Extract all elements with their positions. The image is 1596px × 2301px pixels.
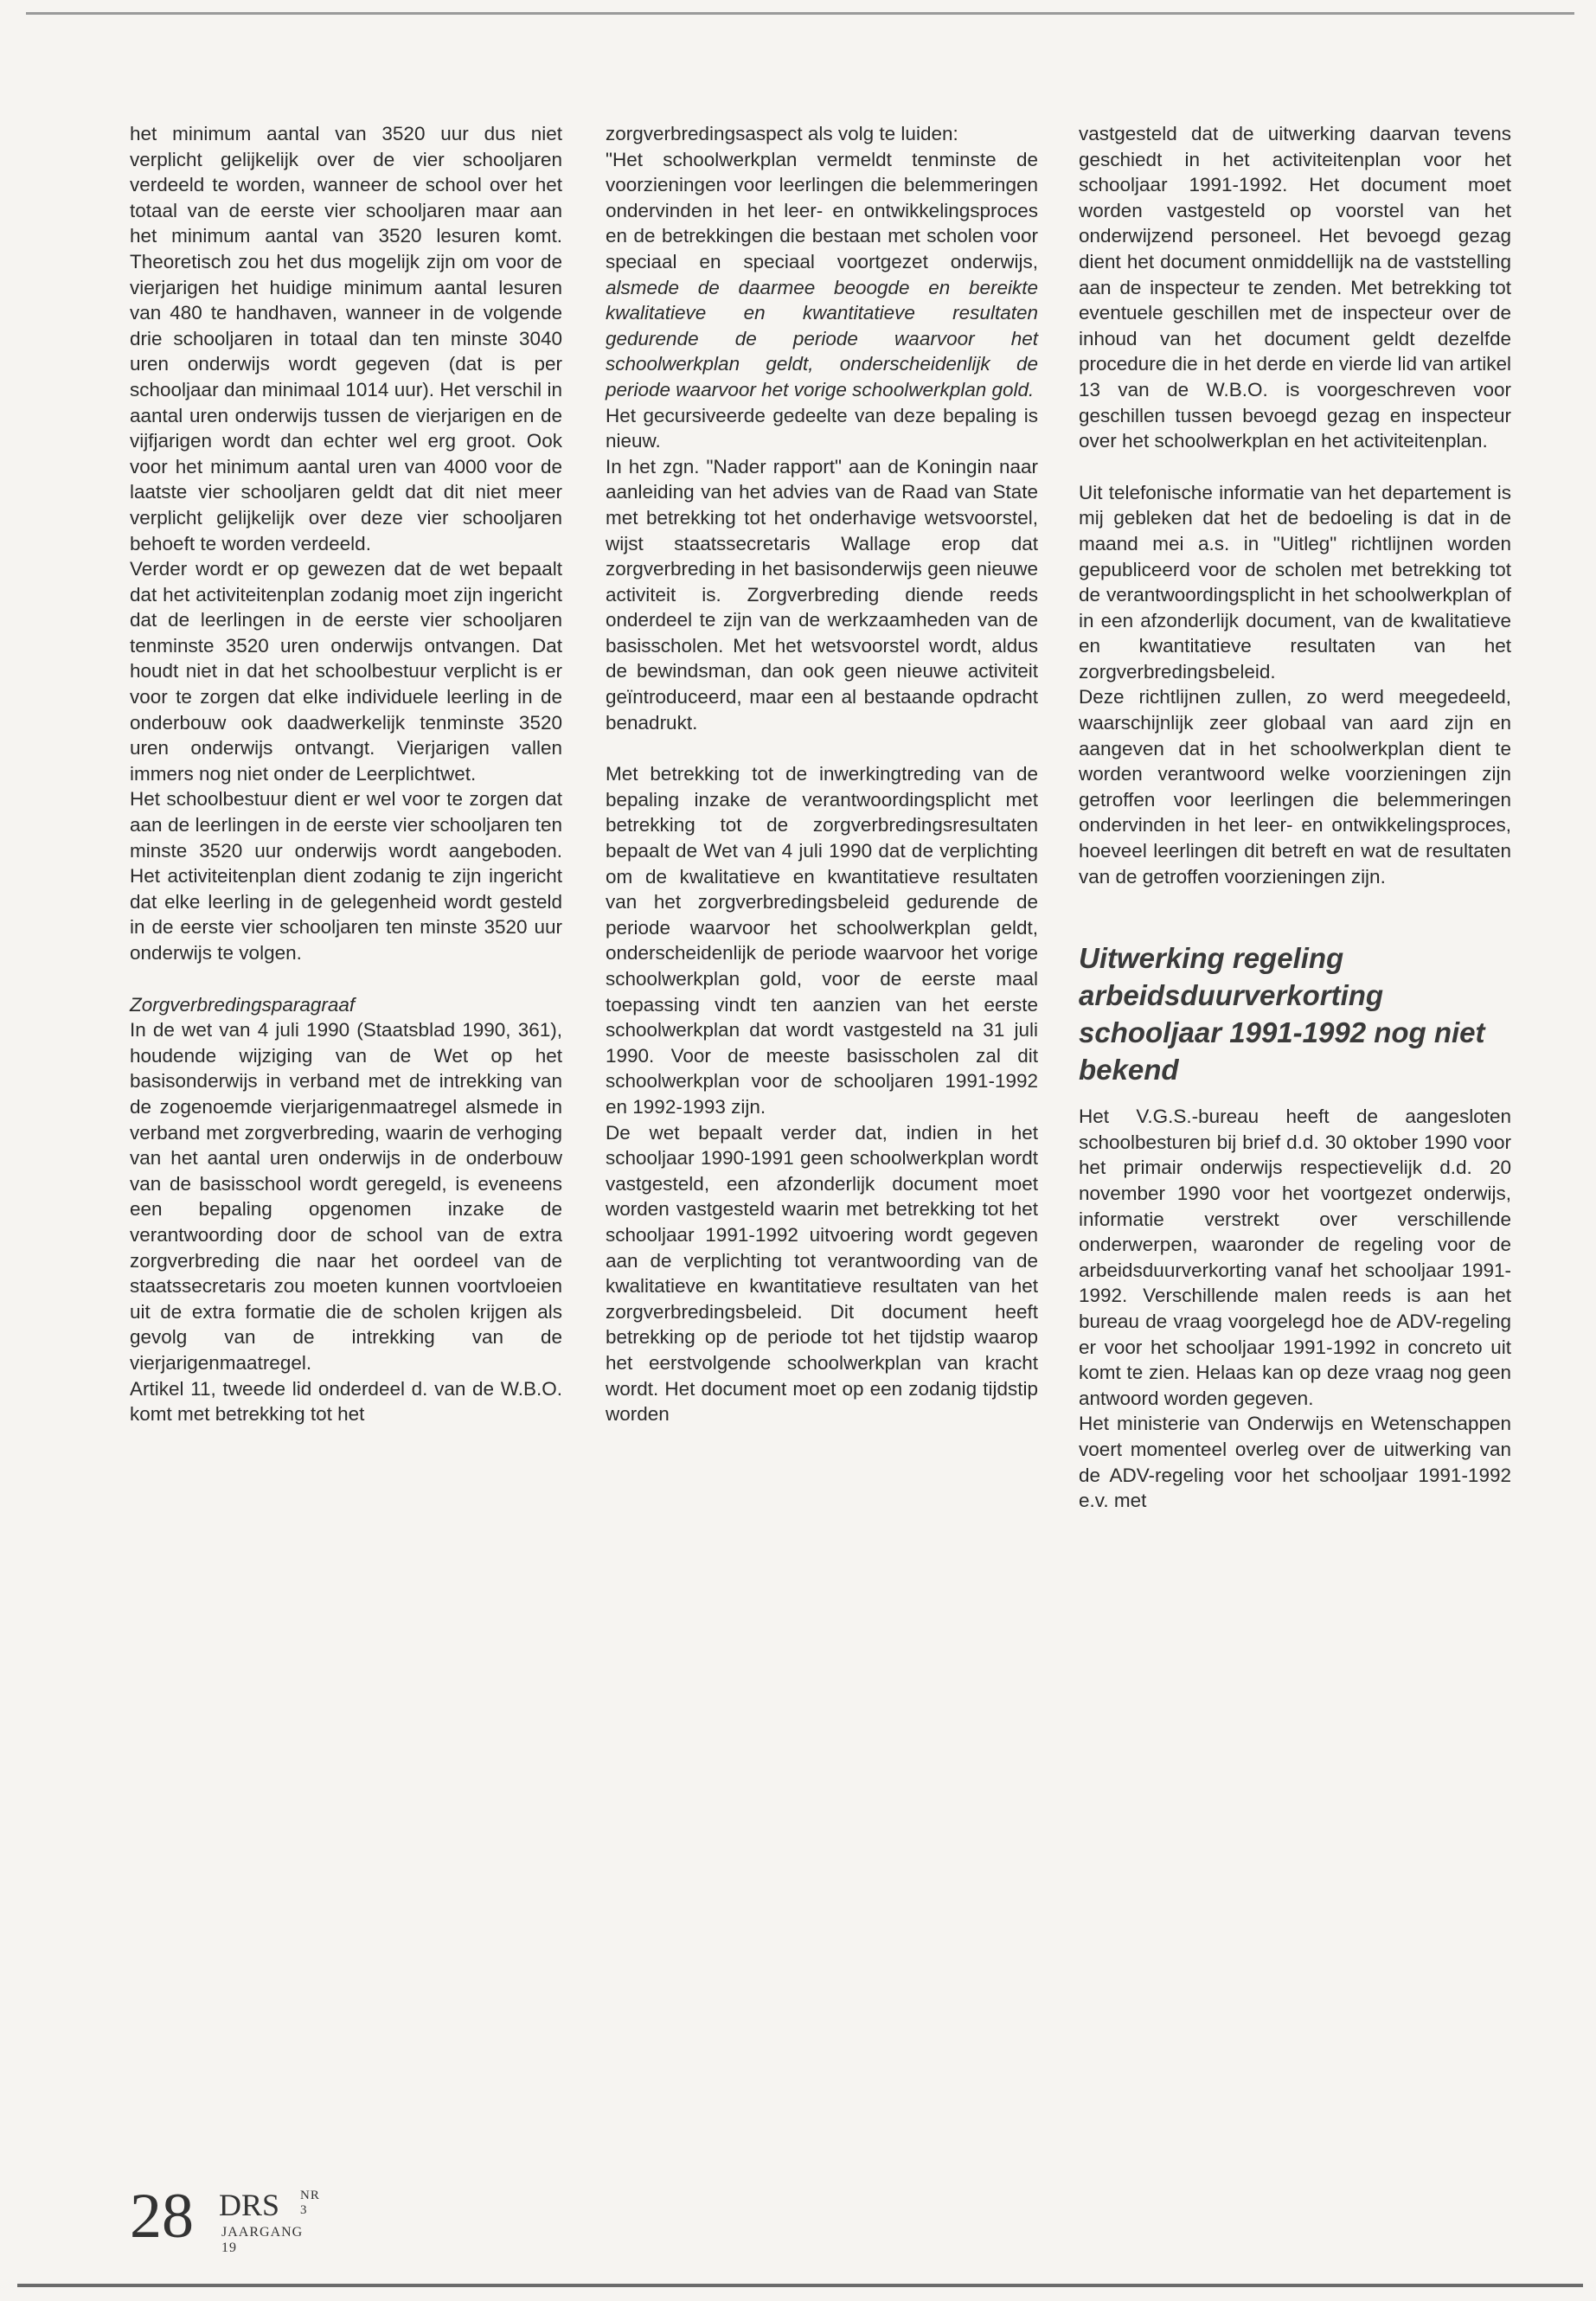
col3-paragraph-1: vastgesteld dat de uitwerking daarvan tevens geschiedt in het activiteitenplan voor het schooljaar 1991-1992. Het document moet worden vastgesteld op voorstel van het onderwijzend personeel. Het bevoegd gezag dient het document onmiddellijk na de vaststelling aan de inspecteur te zenden. Met betrekking tot eventuele geschillen met de inspecteur over de inhoud van het document geldt dezelfde procedure die in het derde en vierde lid van artikel 13 van de W.B.O. is voorgeschreven voor geschillen tussen bevoegd gezag en inspecteur over het schoolwerkplan en het activiteitenplan.	[1079, 123, 1511, 452]
col2-paragraph-4: In het zgn. "Nader rapport" aan de Koningin naar aanleiding van het advies van de Raad van State met betrekking tot het onderhavige wetsvoorstel, wijst staatssecretaris Wallage erop dat zorgverbreding in het basisonderwijs geen nieuwe activiteit is. Zorgverbreding diende reeds onderdeel te zijn van de werkzaamheden van de basisscholen. Met het wetsvoorstel wordt, aldus de bewindsman, dan ook geen nieuwe activiteit geïntroduceerd, maar een al bestaande opdracht benadrukt.	[606, 455, 1038, 734]
column-3	[1079, 121, 1511, 1514]
col2-paragraph-1: zorgverbredingsaspect als volg te luiden:	[606, 123, 958, 144]
subheading-zorgverbreding: Zorgverbredingsparagraaf	[130, 993, 356, 1016]
col1-paragraph-3: Het schoolbestuur dient er wel voor te zorgen dat aan de leerlingen in de eerste vier schooljaren ten minste 3520 uur onderwijs wordt aangeboden. Het activiteitenplan dient zodanig te zijn ingericht dat elke leerling in de gelegenheid wordt gesteld in de eerste vier schooljaren ten minste 3520 uur onderwijs te volgen.	[130, 788, 562, 964]
col1-paragraph-5: Artikel 11, tweede lid onderdeel d. van de W.B.O. komt met betrekking tot het	[130, 1377, 562, 1426]
volume-label: JAARGANG 19	[221, 2225, 304, 2255]
col2-paragraph-5: Met betrekking tot de inwerkingtreding van de bepaling inzake de verantwoordingsplicht met betrekking tot de zorgverbredingsresultaten bepaalt de Wet van 4 juli 1990 dat de verplichting om de kwalitatieve en kwantitatieve resultaten van het zorgverbredingsbeleid gedurende de periode waarvoor het schoolwerkplan geldt, onderscheidenlijk de periode waarvoor het vorige schoolwerkplan gold, voor de eerste maal toepassing vindt ten aanzien van het eerste schoolwerkplan dat wordt vastgesteld na 31 juli 1990. Voor de meeste basisscholen zal dit schoolwerkplan voor de schooljaren 1991-1992 en 1992-1993 zijn.	[606, 763, 1038, 1118]
issue-number: NR 3	[300, 2189, 320, 2217]
bottom-rule	[17, 2284, 1583, 2287]
section-heading-adv: Uitwerking regeling arbeidsduurverkorting schooljaar 1991-1992 nog niet bekend	[1079, 942, 1485, 1086]
col2-quote-plain: "Het schoolwerkplan vermeldt tenminste de voorzieningen voor leerlingen die belemmeringen ondervinden in het leer- en ontwikkelingsproces en de betrekkingen die bestaan met scholen voor speciaal en speciaal voortgezet onderwijs,	[606, 148, 1038, 272]
col3-paragraph-3: Deze richtlijnen zullen, zo werd meegedeeld, waarschijnlijk zeer globaal van aard zijn en aangeven dat in het schoolwerkplan dient te worden verantwoord welke voorzieningen zijn getroffen voor leerlingen die belemmeringen ondervinden in het leer- en ontwikkelingsproces, hoeveel leerlingen dit betreft en wat de resultaten van de getroffen voorzieningen zijn.	[1079, 686, 1511, 888]
col1-paragraph-2: Verder wordt er op gewezen dat de wet bepaalt dat het activiteitenplan zodanig moet zijn ingericht dat de leerlingen in de eerste vier schooljaren tenminste 3520 uren onderwijs ontvangen. Dat houdt niet in dat het schoolbestuur verplicht is er voor te zorgen dat elke individuele leerling in de onderbouw ook daadwerkelijk tenminste 3520 uren onderwijs ontvangt. Vierjarigen vallen immers nog niet onder de Leerplichtwet.	[130, 558, 562, 785]
page-number: 28	[130, 2181, 194, 2252]
column-1	[130, 121, 562, 1427]
column-2	[606, 121, 1038, 1427]
top-rule	[26, 12, 1574, 15]
col2-paragraph-6: De wet bepaalt verder dat, indien in het schooljaar 1990-1991 geen schoolwerkplan wordt vastgesteld, een afzonderlijk document moet worden vastgesteld waarin met betrekking tot het schooljaar 1991-1992 uitvoering wordt gegeven aan de verplichting tot verantwoording van de kwalitatieve en kwantitatieve resultaten van het zorgverbredingsbeleid. Dit document heeft betrekking op de periode tot het tijdstip waarop het eerstvolgende schoolwerkplan van kracht wordt. Het document moet op een zodanig tijdstip worden	[606, 1121, 1038, 1426]
magazine-name: DRS	[219, 2188, 280, 2222]
col1-paragraph-4: In de wet van 4 juli 1990 (Staatsblad 1990, 361), houdende wijziging van de Wet op het basisonderwijs in verband met de intrekking van de zogenoemde vierjarigenmaatregel alsmede in verband met zorgverbreding, waarin de verhoging van het aantal uren onderwijs in de onderbouw van de basisschool wordt geregeld, is eveneens een bepaling opgenomen inzake de verantwoording door de school van de extra zorgverbreding die naar het oordeel van de staatssecretaris zou moeten kunnen voortvloeien uit de extra formatie die de scholen krijgen als gevolg van de intrekking van de vierjarigenmaatregel.	[130, 1019, 562, 1374]
col2-paragraph-3: Het gecursiveerde gedeelte van deze bepaling is nieuw.	[606, 404, 1038, 452]
col3-paragraph-5: Het ministerie van Onderwijs en Wetenschappen voert momenteel overleg over de uitwerking van de ADV-regeling voor het schooljaar 1991-1992 e.v. met	[1079, 1413, 1511, 1512]
col2-quote-italic: alsmede de daarmee beoogde en bereikte kwalitatieve en kwantitatieve resultaten gedurende de periode waarvoor het schoolwerkplan geldt, onderscheidenlijk de periode waarvoor het vorige schoolwerkplan gold.	[606, 276, 1038, 401]
col1-paragraph-1: het minimum aantal van 3520 uur dus niet verplicht gelijkelijk over de vier schooljaren verdeeld te worden, wanneer de school over het totaal van de eerste vier schooljaren maar aan het minimum aantal van 3520 lesuren komt. Theoretisch zou het dus mogelijk zijn om voor de vierjarigen het huidige minimum aantal lesuren van 480 te handhaven, wanneer in de volgende drie schooljaren in totaal dan ten minste 3040 uren onderwijs wordt gegeven (dat is per schooljaar dan minimaal 1014 uur). Het verschil in aantal uren onderwijs tussen de vierjarigen en de vijfjarigen wordt dan echter wel erg groot. Ook voor het minimum aantal uren van 4000 voor de laatste vier schooljaren geldt dat dit niet meer verplicht gelijkelijk over deze vier schooljaren behoeft te worden verdeeld.	[130, 123, 562, 554]
col3-paragraph-4: Het V.G.S.-bureau heeft de aangesloten schoolbesturen bij brief d.d. 30 oktober 1990 voor het primair onderwijs respectievelijk d.d. 20 november 1990 voor het voortgezet onderwijs, informatie verstrekt over verschillende onderwerpen, waaronder de regeling voor de arbeidsduurverkorting vanaf het schooljaar 1991-1992. Verschillende malen reeds is aan het bureau de vraag voorgelegd hoe de ADV-regeling er voor het schooljaar 1991-1992 in concreto uit komt te zien. Helaas kan op deze vraag nog geen antwoord worden gegeven.	[1079, 1106, 1511, 1409]
col3-paragraph-2: Uit telefonische informatie van het departement is mij gebleken dat het de bedoeling is dat in de maand mei a.s. in "Uitleg" richtlijnen worden gepubliceerd voor de scholen met betrekking tot de verantwoordingsplicht in het schoolwerkplan of in een afzonderlijk document, van de kwalitatieve en kwantitatieve resultaten van het zorgverbredingsbeleid.	[1079, 481, 1511, 683]
col2-quote	[606, 147, 1038, 403]
